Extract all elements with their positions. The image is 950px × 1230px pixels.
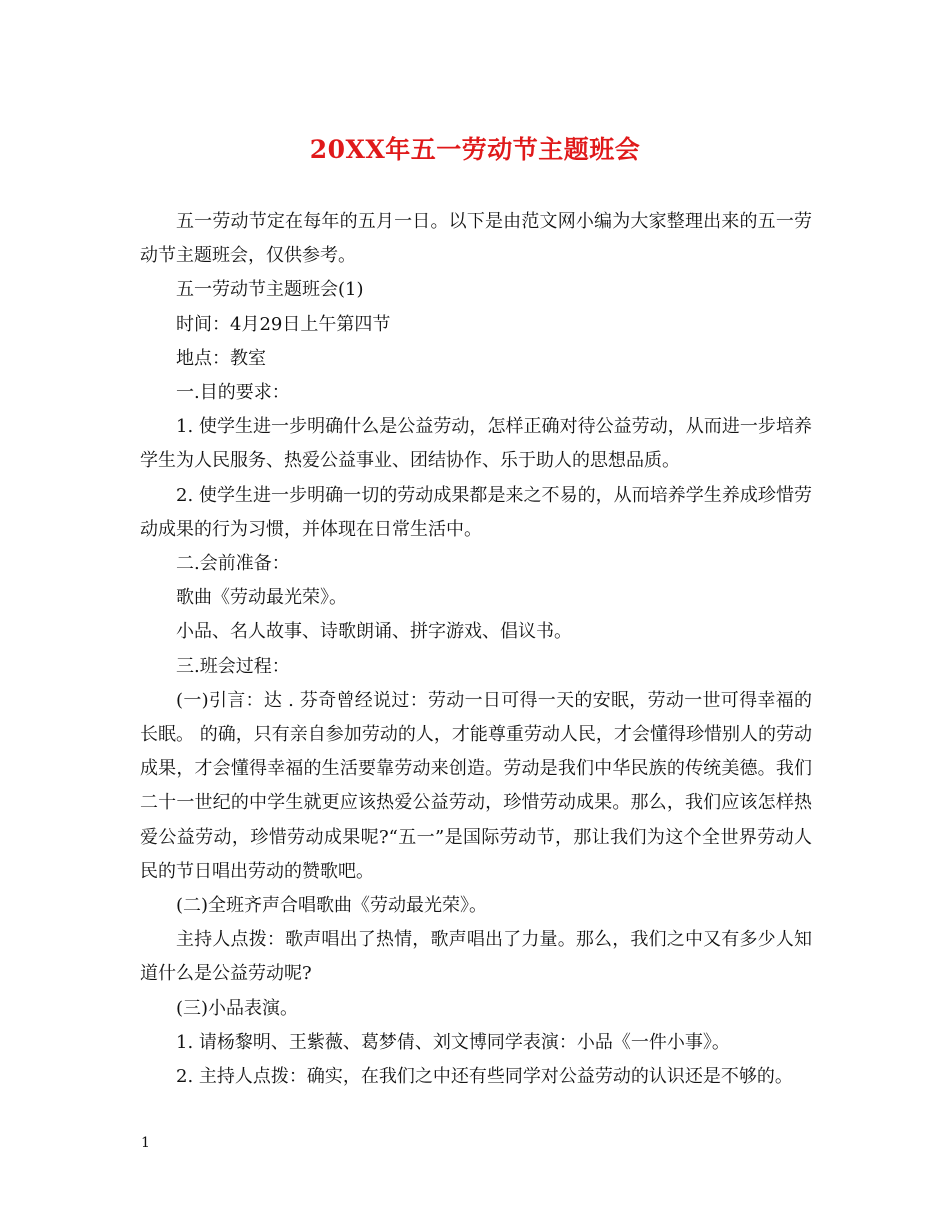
document-title: 20XX年五一劳动节主题班会 bbox=[309, 135, 641, 164]
paragraph: 1. 请杨黎明、王紫薇、葛梦倩、刘文博同学表演：小品《一件小事》。 bbox=[176, 1031, 730, 1053]
document-body bbox=[140, 205, 812, 1094]
paragraph: (二)全班齐声合唱歌曲《劳动最光荣》。 bbox=[176, 895, 488, 917]
paragraph: (一)引言：达 . 芬奇曾经说过：劳动一日可得一天的安眠，劳动一世可得幸福的长眠。 的确，只有亲自参加劳动的人，才能尊重劳动人民，才会懂得珍惜别人的劳动成果，才会懂得幸福的生活要靠劳动来创造。劳动是我们中华民族的传统美德。我们二十一世纪的中学生就更应该热爱公益劳动，珍惜劳动成果。那么，我们应该怎样热爱公益劳动，珍惜劳动成果呢?“五一”是国际劳动节，那让我们为这个全世界劳动人民的节日唱出劳动的赞歌吧。 bbox=[140, 689, 812, 882]
page-number: 1 bbox=[141, 1135, 150, 1151]
paragraph: 2. 主持人点拨：确实，在我们之中还有些同学对公益劳动的认识还是不够的。 bbox=[176, 1066, 793, 1088]
paragraph: 地点：教室 bbox=[176, 347, 266, 369]
paragraph: 小品、名人故事、诗歌朗诵、拼字游戏、倡议书。 bbox=[176, 621, 572, 643]
paragraph: 二.会前准备： bbox=[176, 553, 290, 575]
paragraph: 主持人点拨：歌声唱出了热情，歌声唱出了力量。那么，我们之中又有多少人知道什么是公益劳动呢? bbox=[140, 929, 812, 985]
paragraph: 五一劳动节定在每年的五月一日。以下是由范文网小编为大家整理出来的五一劳动节主题班会，仅供参考。 bbox=[140, 211, 812, 267]
paragraph: 歌曲《劳动最光荣》。 bbox=[176, 587, 347, 609]
paragraph: 五一劳动节主题班会(1) bbox=[176, 279, 364, 301]
paragraph: (三)小品表演。 bbox=[176, 997, 299, 1019]
paragraph: 2. 使学生进一步明确一切的劳动成果都是来之不易的，从而培养学生养成珍惜劳动成果的行为习惯，并体现在日常生活中。 bbox=[140, 484, 812, 540]
paragraph: 三.班会过程： bbox=[176, 655, 290, 677]
paragraph: 时间：4月29日上午第四节 bbox=[176, 313, 391, 335]
paragraph: 1. 使学生进一步明确什么是公益劳动，怎样正确对待公益劳动，从而进一步培养学生为人民服务、热爱公益事业、团结协作、乐于助人的思想品质。 bbox=[140, 416, 812, 472]
paragraph: 一.目的要求： bbox=[176, 382, 290, 404]
